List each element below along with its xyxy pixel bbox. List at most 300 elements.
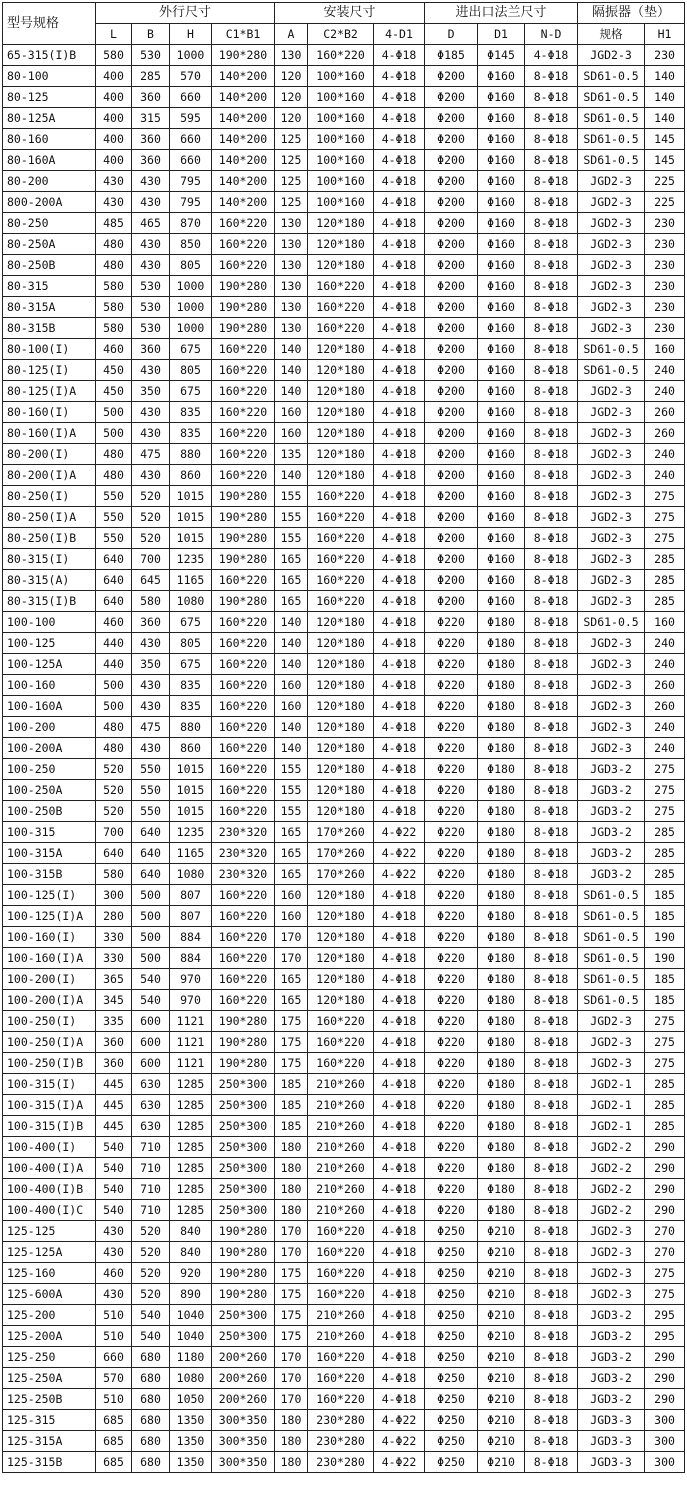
h-cell: 807 bbox=[170, 906, 212, 927]
model-cell: 100-160A bbox=[3, 696, 96, 717]
h-cell: 1015 bbox=[170, 507, 212, 528]
table-row bbox=[3, 213, 685, 234]
model-cell: 125-125A bbox=[3, 1242, 96, 1263]
d-cell: Φ220 bbox=[425, 885, 478, 906]
model-cell: 100-250(I)A bbox=[3, 1032, 96, 1053]
model-cell: 100-200 bbox=[3, 717, 96, 738]
model-cell: 80-315 bbox=[3, 276, 96, 297]
nd-cell: 8-Φ18 bbox=[525, 1053, 578, 1074]
h1-cell: 275 bbox=[645, 780, 685, 801]
d1-cell: Φ210 bbox=[478, 1284, 525, 1305]
h1-cell: 240 bbox=[645, 465, 685, 486]
4d1-cell: 4-Φ18 bbox=[374, 192, 425, 213]
d1-cell: Φ180 bbox=[478, 969, 525, 990]
l-cell: 540 bbox=[96, 1200, 132, 1221]
h1-cell: 240 bbox=[645, 633, 685, 654]
h-cell: 970 bbox=[170, 990, 212, 1011]
d-cell: Φ185 bbox=[425, 45, 478, 66]
d1-cell: Φ180 bbox=[478, 906, 525, 927]
d1-cell: Φ160 bbox=[478, 87, 525, 108]
l-cell: 540 bbox=[96, 1158, 132, 1179]
d-cell: Φ220 bbox=[425, 1158, 478, 1179]
h1-cell: 275 bbox=[645, 486, 685, 507]
model-cell: 80-200 bbox=[3, 171, 96, 192]
h-cell: 1000 bbox=[170, 297, 212, 318]
isolator-spec-cell: SD61-0.5 bbox=[578, 108, 645, 129]
h-cell: 795 bbox=[170, 171, 212, 192]
b-cell: 520 bbox=[132, 1242, 170, 1263]
b-cell: 630 bbox=[132, 1095, 170, 1116]
table-row bbox=[3, 297, 685, 318]
model-cell: 80-200(I) bbox=[3, 444, 96, 465]
table-row bbox=[3, 402, 685, 423]
nd-cell: 8-Φ18 bbox=[525, 1221, 578, 1242]
isolator-spec-cell: JGD2-3 bbox=[578, 1242, 645, 1263]
d1-cell: Φ180 bbox=[478, 1179, 525, 1200]
d1-cell: Φ210 bbox=[478, 1431, 525, 1452]
d1-cell: Φ160 bbox=[478, 528, 525, 549]
b-cell: 645 bbox=[132, 570, 170, 591]
model-cell: 80-315(I)B bbox=[3, 591, 96, 612]
nd-cell: 8-Φ18 bbox=[525, 1284, 578, 1305]
isolator-spec-cell: SD61-0.5 bbox=[578, 150, 645, 171]
isolator-spec-cell: JGD2-3 bbox=[578, 654, 645, 675]
4d1-cell: 4-Φ18 bbox=[374, 1179, 425, 1200]
c1b1-cell: 160*220 bbox=[212, 633, 275, 654]
b-cell: 680 bbox=[132, 1347, 170, 1368]
table-body bbox=[3, 45, 685, 1473]
model-cell: 100-125 bbox=[3, 633, 96, 654]
h1-cell: 275 bbox=[645, 801, 685, 822]
4d1-cell: 4-Φ18 bbox=[374, 780, 425, 801]
4d1-cell: 4-Φ18 bbox=[374, 360, 425, 381]
nd-cell: 8-Φ18 bbox=[525, 1095, 578, 1116]
l-cell: 330 bbox=[96, 927, 132, 948]
l-cell: 550 bbox=[96, 486, 132, 507]
l-cell: 580 bbox=[96, 297, 132, 318]
d1-cell: Φ180 bbox=[478, 1032, 525, 1053]
model-cell: 80-160 bbox=[3, 129, 96, 150]
table-row bbox=[3, 1221, 685, 1242]
isolator-spec-cell: SD61-0.5 bbox=[578, 948, 645, 969]
a-cell: 140 bbox=[275, 465, 308, 486]
b-cell: 550 bbox=[132, 780, 170, 801]
d-cell: Φ200 bbox=[425, 213, 478, 234]
4d1-cell: 4-Φ18 bbox=[374, 381, 425, 402]
c2b2-cell: 160*220 bbox=[308, 549, 374, 570]
h1-cell: 240 bbox=[645, 654, 685, 675]
h-cell: 970 bbox=[170, 969, 212, 990]
h1-cell: 260 bbox=[645, 696, 685, 717]
model-cell: 80-125A bbox=[3, 108, 96, 129]
a-cell: 175 bbox=[275, 1263, 308, 1284]
h-cell: 1285 bbox=[170, 1095, 212, 1116]
c2b2-cell: 160*220 bbox=[308, 1011, 374, 1032]
c1b1-cell: 160*220 bbox=[212, 675, 275, 696]
model-cell: 100-250(I) bbox=[3, 1011, 96, 1032]
a-cell: 160 bbox=[275, 675, 308, 696]
table-row bbox=[3, 528, 685, 549]
d-cell: Φ200 bbox=[425, 339, 478, 360]
h-cell: 835 bbox=[170, 402, 212, 423]
l-cell: 430 bbox=[96, 1221, 132, 1242]
isolator-spec-cell: JGD3-2 bbox=[578, 759, 645, 780]
h-cell: 835 bbox=[170, 696, 212, 717]
4d1-cell: 4-Φ18 bbox=[374, 45, 425, 66]
nd-cell: 8-Φ18 bbox=[525, 1368, 578, 1389]
isolator-spec-cell: SD61-0.5 bbox=[578, 612, 645, 633]
4d1-cell: 4-Φ18 bbox=[374, 528, 425, 549]
h1-cell: 260 bbox=[645, 402, 685, 423]
table-row bbox=[3, 1053, 685, 1074]
isolator-spec-cell: JGD3-2 bbox=[578, 1305, 645, 1326]
a-cell: 165 bbox=[275, 969, 308, 990]
l-cell: 400 bbox=[96, 150, 132, 171]
a-cell: 180 bbox=[275, 1410, 308, 1431]
table-row bbox=[3, 1347, 685, 1368]
nd-cell: 8-Φ18 bbox=[525, 654, 578, 675]
nd-cell: 8-Φ18 bbox=[525, 801, 578, 822]
l-cell: 460 bbox=[96, 339, 132, 360]
a-cell: 140 bbox=[275, 612, 308, 633]
l-cell: 360 bbox=[96, 1053, 132, 1074]
4d1-cell: 4-Φ18 bbox=[374, 801, 425, 822]
model-cell: 125-315B bbox=[3, 1452, 96, 1473]
h1-cell: 140 bbox=[645, 66, 685, 87]
4d1-cell: 4-Φ18 bbox=[374, 759, 425, 780]
a-cell: 175 bbox=[275, 1305, 308, 1326]
b-cell: 500 bbox=[132, 906, 170, 927]
l-cell: 400 bbox=[96, 87, 132, 108]
c2b2-cell: 120*180 bbox=[308, 465, 374, 486]
c1b1-cell: 230*320 bbox=[212, 843, 275, 864]
c2b2-cell: 160*220 bbox=[308, 570, 374, 591]
c2b2-cell: 210*260 bbox=[308, 1116, 374, 1137]
c2b2-cell: 210*260 bbox=[308, 1158, 374, 1179]
d1-cell: Φ160 bbox=[478, 339, 525, 360]
c2b2-cell: 210*260 bbox=[308, 1095, 374, 1116]
4d1-cell: 4-Φ18 bbox=[374, 339, 425, 360]
model-cell: 80-160(I) bbox=[3, 402, 96, 423]
h1-cell: 275 bbox=[645, 759, 685, 780]
nd-cell: 8-Φ18 bbox=[525, 276, 578, 297]
d-cell: Φ250 bbox=[425, 1263, 478, 1284]
table-row bbox=[3, 1116, 685, 1137]
a-cell: 185 bbox=[275, 1116, 308, 1137]
h-cell: 570 bbox=[170, 66, 212, 87]
isolator-spec-cell: JGD2-3 bbox=[578, 465, 645, 486]
c2b2-cell: 100*160 bbox=[308, 192, 374, 213]
h1-cell: 230 bbox=[645, 234, 685, 255]
b-cell: 520 bbox=[132, 1221, 170, 1242]
d1-cell: Φ180 bbox=[478, 738, 525, 759]
d-cell: Φ200 bbox=[425, 549, 478, 570]
b-cell: 430 bbox=[132, 192, 170, 213]
a-cell: 120 bbox=[275, 66, 308, 87]
h1-cell: 285 bbox=[645, 591, 685, 612]
column-header-c1b1: C1*B1 bbox=[212, 24, 275, 45]
c2b2-cell: 160*220 bbox=[308, 1284, 374, 1305]
4d1-cell: 4-Φ18 bbox=[374, 591, 425, 612]
table-row bbox=[3, 318, 685, 339]
d-cell: Φ220 bbox=[425, 990, 478, 1011]
h1-cell: 275 bbox=[645, 1053, 685, 1074]
h-cell: 805 bbox=[170, 255, 212, 276]
model-cell: 80-315(A) bbox=[3, 570, 96, 591]
d1-cell: Φ160 bbox=[478, 297, 525, 318]
a-cell: 165 bbox=[275, 990, 308, 1011]
h-cell: 1350 bbox=[170, 1452, 212, 1473]
model-cell: 125-250 bbox=[3, 1347, 96, 1368]
table-row bbox=[3, 486, 685, 507]
4d1-cell: 4-Φ18 bbox=[374, 1011, 425, 1032]
b-cell: 430 bbox=[132, 255, 170, 276]
table-row bbox=[3, 1368, 685, 1389]
h-cell: 1000 bbox=[170, 276, 212, 297]
isolator-spec-cell: JGD2-3 bbox=[578, 318, 645, 339]
h-cell: 1015 bbox=[170, 486, 212, 507]
c1b1-cell: 160*220 bbox=[212, 801, 275, 822]
c1b1-cell: 140*200 bbox=[212, 87, 275, 108]
model-cell: 100-400(I) bbox=[3, 1137, 96, 1158]
d-cell: Φ220 bbox=[425, 780, 478, 801]
h1-cell: 285 bbox=[645, 1116, 685, 1137]
d1-cell: Φ180 bbox=[478, 1200, 525, 1221]
l-cell: 400 bbox=[96, 129, 132, 150]
a-cell: 140 bbox=[275, 738, 308, 759]
d-cell: Φ250 bbox=[425, 1284, 478, 1305]
d-cell: Φ220 bbox=[425, 1116, 478, 1137]
model-cell: 100-200(I) bbox=[3, 969, 96, 990]
table-row bbox=[3, 192, 685, 213]
isolator-spec-cell: JGD2-3 bbox=[578, 45, 645, 66]
b-cell: 350 bbox=[132, 381, 170, 402]
h-cell: 1080 bbox=[170, 1368, 212, 1389]
c1b1-cell: 250*300 bbox=[212, 1179, 275, 1200]
d-cell: Φ220 bbox=[425, 906, 478, 927]
4d1-cell: 4-Φ18 bbox=[374, 507, 425, 528]
4d1-cell: 4-Φ18 bbox=[374, 1284, 425, 1305]
b-cell: 710 bbox=[132, 1137, 170, 1158]
nd-cell: 8-Φ18 bbox=[525, 1305, 578, 1326]
c1b1-cell: 160*220 bbox=[212, 948, 275, 969]
nd-cell: 8-Φ18 bbox=[525, 1200, 578, 1221]
c1b1-cell: 250*300 bbox=[212, 1326, 275, 1347]
h-cell: 1080 bbox=[170, 591, 212, 612]
c2b2-cell: 210*260 bbox=[308, 1305, 374, 1326]
table-row bbox=[3, 1305, 685, 1326]
h1-cell: 225 bbox=[645, 171, 685, 192]
b-cell: 475 bbox=[132, 717, 170, 738]
nd-cell: 8-Φ18 bbox=[525, 234, 578, 255]
l-cell: 685 bbox=[96, 1431, 132, 1452]
c1b1-cell: 190*280 bbox=[212, 1284, 275, 1305]
c1b1-cell: 190*280 bbox=[212, 297, 275, 318]
c2b2-cell: 210*260 bbox=[308, 1179, 374, 1200]
c1b1-cell: 160*220 bbox=[212, 570, 275, 591]
d-cell: Φ200 bbox=[425, 255, 478, 276]
c2b2-cell: 160*220 bbox=[308, 1389, 374, 1410]
c2b2-cell: 160*220 bbox=[308, 507, 374, 528]
h-cell: 1285 bbox=[170, 1179, 212, 1200]
h-cell: 850 bbox=[170, 234, 212, 255]
isolator-spec-cell: JGD2-3 bbox=[578, 717, 645, 738]
l-cell: 700 bbox=[96, 822, 132, 843]
nd-cell: 8-Φ18 bbox=[525, 675, 578, 696]
l-cell: 440 bbox=[96, 633, 132, 654]
table-row bbox=[3, 507, 685, 528]
h-cell: 880 bbox=[170, 444, 212, 465]
4d1-cell: 4-Φ18 bbox=[374, 1137, 425, 1158]
isolator-spec-cell: JGD2-3 bbox=[578, 213, 645, 234]
l-cell: 570 bbox=[96, 1368, 132, 1389]
a-cell: 130 bbox=[275, 45, 308, 66]
l-cell: 550 bbox=[96, 507, 132, 528]
c2b2-cell: 120*180 bbox=[308, 339, 374, 360]
c2b2-cell: 230*280 bbox=[308, 1431, 374, 1452]
a-cell: 170 bbox=[275, 1389, 308, 1410]
model-cell: 80-100 bbox=[3, 66, 96, 87]
d1-cell: Φ160 bbox=[478, 507, 525, 528]
b-cell: 710 bbox=[132, 1179, 170, 1200]
nd-cell: 8-Φ18 bbox=[525, 633, 578, 654]
model-cell: 125-250B bbox=[3, 1389, 96, 1410]
d-cell: Φ200 bbox=[425, 318, 478, 339]
table-row bbox=[3, 738, 685, 759]
c1b1-cell: 160*220 bbox=[212, 213, 275, 234]
a-cell: 180 bbox=[275, 1431, 308, 1452]
b-cell: 540 bbox=[132, 1326, 170, 1347]
h-cell: 675 bbox=[170, 381, 212, 402]
nd-cell: 8-Φ18 bbox=[525, 864, 578, 885]
model-cell: 80-250(I)B bbox=[3, 528, 96, 549]
b-cell: 550 bbox=[132, 801, 170, 822]
h1-cell: 240 bbox=[645, 381, 685, 402]
c1b1-cell: 250*300 bbox=[212, 1158, 275, 1179]
c1b1-cell: 250*300 bbox=[212, 1137, 275, 1158]
l-cell: 640 bbox=[96, 591, 132, 612]
4d1-cell: 4-Φ18 bbox=[374, 171, 425, 192]
model-cell: 125-200 bbox=[3, 1305, 96, 1326]
4d1-cell: 4-Φ18 bbox=[374, 234, 425, 255]
l-cell: 580 bbox=[96, 864, 132, 885]
model-cell: 100-125(I) bbox=[3, 885, 96, 906]
4d1-cell: 4-Φ18 bbox=[374, 717, 425, 738]
isolator-spec-cell: JGD3-2 bbox=[578, 780, 645, 801]
d-cell: Φ220 bbox=[425, 738, 478, 759]
c1b1-cell: 160*220 bbox=[212, 990, 275, 1011]
table-row bbox=[3, 129, 685, 150]
c2b2-cell: 160*220 bbox=[308, 1368, 374, 1389]
c2b2-cell: 160*220 bbox=[308, 1032, 374, 1053]
d-cell: Φ250 bbox=[425, 1305, 478, 1326]
isolator-spec-cell: JGD2-3 bbox=[578, 528, 645, 549]
d1-cell: Φ180 bbox=[478, 927, 525, 948]
b-cell: 430 bbox=[132, 234, 170, 255]
table-row bbox=[3, 1410, 685, 1431]
c2b2-cell: 170*260 bbox=[308, 822, 374, 843]
d1-cell: Φ180 bbox=[478, 885, 525, 906]
nd-cell: 8-Φ18 bbox=[525, 129, 578, 150]
l-cell: 300 bbox=[96, 885, 132, 906]
nd-cell: 8-Φ18 bbox=[525, 507, 578, 528]
c1b1-cell: 190*280 bbox=[212, 1053, 275, 1074]
b-cell: 530 bbox=[132, 297, 170, 318]
c1b1-cell: 190*280 bbox=[212, 549, 275, 570]
isolator-spec-cell: JGD2-3 bbox=[578, 276, 645, 297]
model-cell: 80-160(I)A bbox=[3, 423, 96, 444]
c2b2-cell: 120*180 bbox=[308, 381, 374, 402]
h-cell: 1121 bbox=[170, 1011, 212, 1032]
c1b1-cell: 160*220 bbox=[212, 759, 275, 780]
d1-cell: Φ210 bbox=[478, 1221, 525, 1242]
table-row bbox=[3, 969, 685, 990]
a-cell: 155 bbox=[275, 528, 308, 549]
h1-cell: 145 bbox=[645, 150, 685, 171]
4d1-cell: 4-Φ18 bbox=[374, 675, 425, 696]
c1b1-cell: 190*280 bbox=[212, 528, 275, 549]
d-cell: Φ200 bbox=[425, 87, 478, 108]
d-cell: Φ220 bbox=[425, 927, 478, 948]
a-cell: 130 bbox=[275, 276, 308, 297]
table-row bbox=[3, 675, 685, 696]
model-cell: 100-200A bbox=[3, 738, 96, 759]
isolator-spec-cell: JGD2-3 bbox=[578, 591, 645, 612]
d1-cell: Φ210 bbox=[478, 1305, 525, 1326]
d1-cell: Φ160 bbox=[478, 402, 525, 423]
a-cell: 125 bbox=[275, 171, 308, 192]
d-cell: Φ220 bbox=[425, 1200, 478, 1221]
a-cell: 140 bbox=[275, 360, 308, 381]
l-cell: 500 bbox=[96, 402, 132, 423]
d-cell: Φ200 bbox=[425, 150, 478, 171]
isolator-spec-cell: JGD3-3 bbox=[578, 1431, 645, 1452]
c2b2-cell: 120*180 bbox=[308, 654, 374, 675]
nd-cell: 8-Φ18 bbox=[525, 738, 578, 759]
nd-cell: 8-Φ18 bbox=[525, 612, 578, 633]
b-cell: 430 bbox=[132, 465, 170, 486]
table-row bbox=[3, 1200, 685, 1221]
a-cell: 160 bbox=[275, 906, 308, 927]
d1-cell: Φ210 bbox=[478, 1410, 525, 1431]
d1-cell: Φ160 bbox=[478, 318, 525, 339]
d1-cell: Φ180 bbox=[478, 843, 525, 864]
h1-cell: 275 bbox=[645, 507, 685, 528]
model-cell: 100-400(I)B bbox=[3, 1179, 96, 1200]
h1-cell: 230 bbox=[645, 213, 685, 234]
c2b2-cell: 120*180 bbox=[308, 738, 374, 759]
table-row bbox=[3, 864, 685, 885]
l-cell: 460 bbox=[96, 1263, 132, 1284]
h-cell: 1000 bbox=[170, 45, 212, 66]
nd-cell: 8-Φ18 bbox=[525, 1137, 578, 1158]
c1b1-cell: 250*300 bbox=[212, 1200, 275, 1221]
table-row bbox=[3, 108, 685, 129]
isolator-spec-cell: JGD3-3 bbox=[578, 1410, 645, 1431]
nd-cell: 8-Φ18 bbox=[525, 696, 578, 717]
c1b1-cell: 160*220 bbox=[212, 423, 275, 444]
c2b2-cell: 120*180 bbox=[308, 213, 374, 234]
a-cell: 165 bbox=[275, 591, 308, 612]
h1-cell: 270 bbox=[645, 1242, 685, 1263]
isolator-spec-cell: JGD3-2 bbox=[578, 843, 645, 864]
c1b1-cell: 300*350 bbox=[212, 1410, 275, 1431]
a-cell: 130 bbox=[275, 297, 308, 318]
l-cell: 430 bbox=[96, 192, 132, 213]
group-header-isolator: 隔振器（垫） bbox=[578, 3, 685, 24]
d1-cell: Φ180 bbox=[478, 1053, 525, 1074]
d-cell: Φ200 bbox=[425, 591, 478, 612]
